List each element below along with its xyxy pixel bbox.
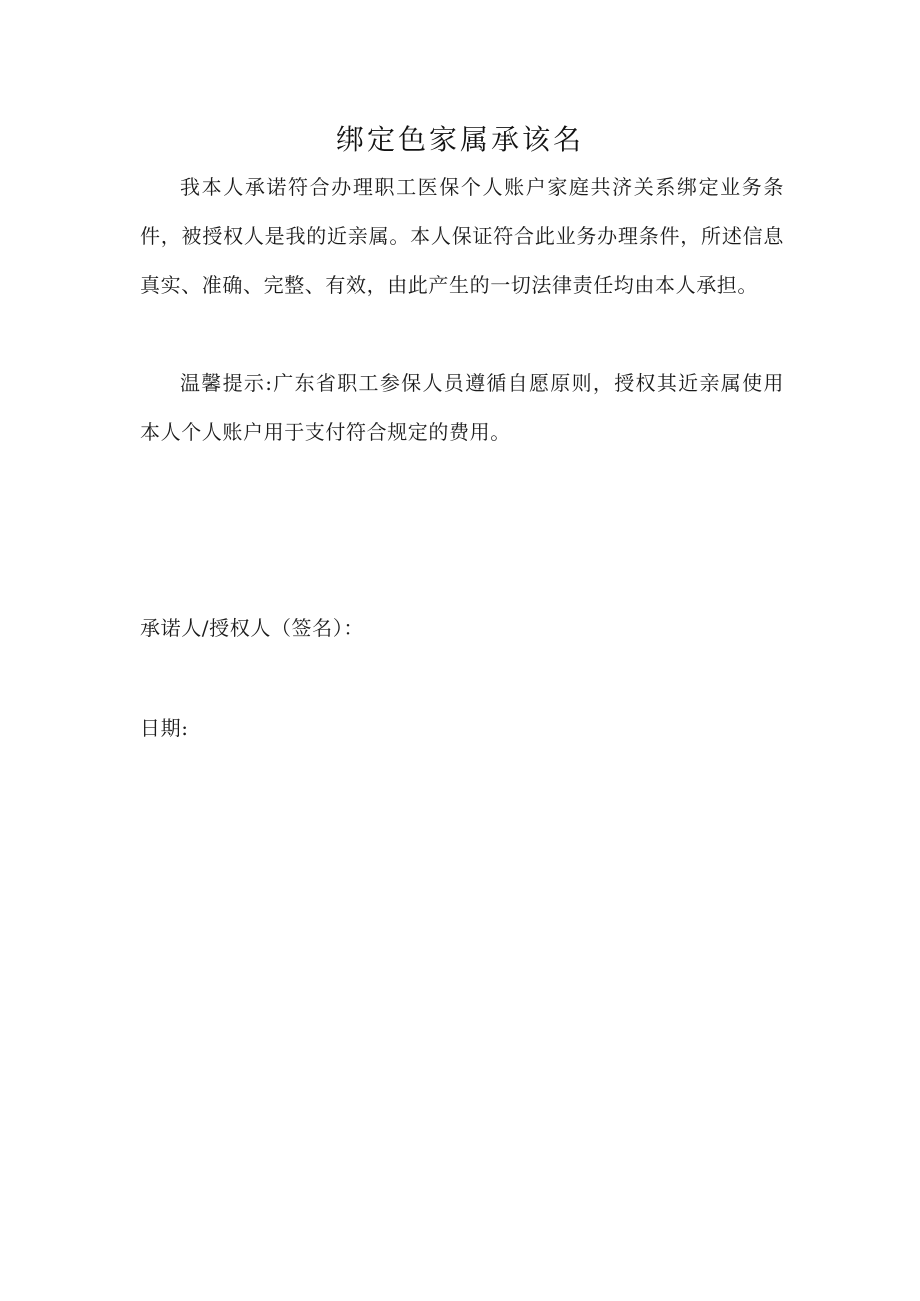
commitment-paragraph: 我本人承诺符合办理职工医保个人账户家庭共济关系绑定业务条件，被授权人是我的近亲属。本人保证符合此业务办理条件，所述信息真实、准确、完整、有效，由此产生的一切法律责任均由本人承担。 xyxy=(140,175,784,297)
document-title: 绑定色家属承该名 xyxy=(335,123,584,156)
reminder-paragraph: 温馨提示:广东省职工参保人员遵循自愿原则，授权其近亲属使用本人个人账户用于支付符合规定的费用。 xyxy=(140,371,784,444)
signature-label: 承诺人/授权人（签名）： xyxy=(140,616,364,640)
date-label: 日期: xyxy=(140,716,189,740)
